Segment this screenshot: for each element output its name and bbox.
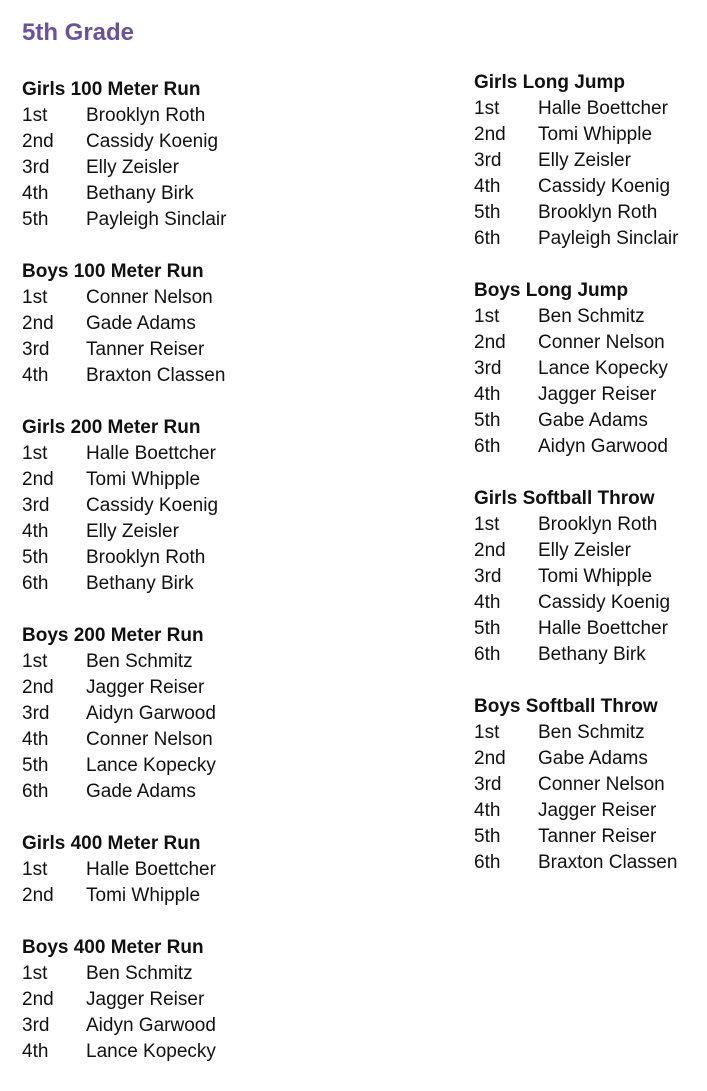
athlete-name: Gabe Adams: [538, 410, 648, 431]
athlete-name: Elly Zeisler: [538, 150, 631, 171]
athlete-name: Brooklyn Roth: [538, 202, 658, 223]
place: 3rd: [474, 150, 502, 171]
result-row: [474, 798, 704, 824]
result-row: [474, 512, 704, 538]
place: 2nd: [22, 989, 54, 1010]
result-row: [474, 382, 704, 408]
athlete-name: Jagger Reiser: [86, 677, 205, 698]
place: 4th: [474, 592, 501, 613]
event-girls-400-meter-run: [22, 831, 322, 909]
athlete-name: Gade Adams: [86, 313, 196, 334]
result-row: [22, 883, 322, 909]
place: 2nd: [22, 469, 54, 490]
place: 6th: [474, 852, 501, 873]
place: 3rd: [474, 358, 502, 379]
result-row: [22, 519, 322, 545]
athlete-name: Bethany Birk: [86, 183, 194, 204]
athlete-name: Gabe Adams: [538, 748, 648, 769]
result-row: [22, 103, 322, 129]
result-row: [22, 493, 322, 519]
result-row: [22, 467, 322, 493]
result-row: [22, 779, 322, 805]
result-row: [22, 129, 322, 155]
athlete-name: Jagger Reiser: [538, 384, 657, 405]
athlete-name: Ben Schmitz: [538, 306, 645, 327]
result-row: [22, 181, 322, 207]
athlete-name: Bethany Birk: [538, 644, 646, 665]
place: 4th: [22, 365, 49, 386]
result-row: [474, 96, 704, 122]
result-row: [22, 987, 322, 1013]
athlete-name: Cassidy Koenig: [538, 592, 671, 613]
athlete-name: Lance Kopecky: [86, 1041, 216, 1062]
athlete-name: Conner Nelson: [86, 729, 213, 750]
athlete-name: Cassidy Koenig: [538, 176, 671, 197]
place: 2nd: [474, 332, 506, 353]
place: 4th: [474, 384, 501, 405]
result-row: [474, 148, 704, 174]
event-title: Girls 200 Meter Run: [22, 417, 201, 438]
place: 2nd: [22, 885, 54, 906]
result-row: [22, 701, 322, 727]
result-row: [22, 337, 322, 363]
place: 1st: [474, 514, 500, 535]
athlete-name: Conner Nelson: [538, 774, 665, 795]
athlete-name: Bethany Birk: [86, 573, 194, 594]
result-row: [22, 961, 322, 987]
place: 1st: [474, 722, 500, 743]
result-row: [474, 122, 704, 148]
athlete-name: Ben Schmitz: [86, 651, 193, 672]
result-row: [22, 545, 322, 571]
result-row: [22, 285, 322, 311]
athlete-name: Aidyn Garwood: [86, 1015, 216, 1036]
athlete-name: Aidyn Garwood: [86, 703, 216, 724]
athlete-name: Conner Nelson: [86, 287, 213, 308]
place: 3rd: [22, 495, 50, 516]
result-row: [474, 304, 704, 330]
athlete-name: Jagger Reiser: [86, 989, 205, 1010]
event-boys-100-meter-run: [22, 259, 322, 389]
result-row: [474, 824, 704, 850]
event-title: Girls Softball Throw: [474, 488, 655, 509]
result-row: [474, 642, 704, 668]
place: 4th: [474, 800, 501, 821]
event-title: Boys Softball Throw: [474, 696, 658, 717]
result-row: [474, 200, 704, 226]
place: 1st: [22, 443, 48, 464]
event-title: Boys 200 Meter Run: [22, 625, 204, 646]
right-column: [474, 70, 704, 902]
place: 3rd: [22, 1015, 50, 1036]
athlete-name: Halle Boettcher: [86, 859, 216, 880]
athlete-name: Tomi Whipple: [86, 469, 201, 490]
place: 2nd: [22, 313, 54, 334]
athlete-name: Lance Kopecky: [86, 755, 216, 776]
result-row: [22, 441, 322, 467]
athlete-name: Halle Boettcher: [538, 618, 668, 639]
event-boys-softball-throw: [474, 694, 704, 876]
athlete-name: Halle Boettcher: [538, 98, 668, 119]
result-row: [474, 720, 704, 746]
athlete-name: Brooklyn Roth: [86, 105, 206, 126]
event-title: Girls 400 Meter Run: [22, 833, 201, 854]
place: 6th: [22, 781, 49, 802]
place: 2nd: [474, 124, 506, 145]
event-title: Girls Long Jump: [474, 72, 625, 93]
place: 2nd: [474, 540, 506, 561]
athlete-name: Elly Zeisler: [538, 540, 631, 561]
place: 3rd: [22, 157, 50, 178]
result-row: [474, 434, 704, 460]
place: 2nd: [22, 131, 54, 152]
result-row: [474, 226, 704, 252]
result-row: [22, 571, 322, 597]
place: 1st: [22, 859, 48, 880]
place: 5th: [22, 755, 49, 776]
result-row: [22, 363, 322, 389]
result-row: [474, 772, 704, 798]
place: 6th: [474, 228, 501, 249]
result-row: [474, 538, 704, 564]
athlete-name: Halle Boettcher: [86, 443, 216, 464]
athlete-name: Cassidy Koenig: [86, 495, 219, 516]
place: 6th: [22, 573, 49, 594]
result-row: [22, 1013, 322, 1039]
place: 5th: [474, 618, 501, 639]
athlete-name: Tomi Whipple: [538, 566, 653, 587]
place: 4th: [474, 176, 501, 197]
result-row: [474, 564, 704, 590]
athlete-name: Gade Adams: [86, 781, 196, 802]
place: 3rd: [22, 339, 50, 360]
event-boys-200-meter-run: [22, 623, 322, 805]
event-girls-long-jump: [474, 70, 704, 252]
result-row: [22, 649, 322, 675]
athlete-name: Tanner Reiser: [538, 826, 657, 847]
result-row: [474, 330, 704, 356]
result-row: [474, 174, 704, 200]
athlete-name: Elly Zeisler: [86, 521, 179, 542]
athlete-name: Braxton Classen: [538, 852, 678, 873]
event-boys-400-meter-run: [22, 935, 322, 1065]
event-girls-200-meter-run: [22, 415, 322, 597]
result-row: [474, 746, 704, 772]
event-title: Boys 100 Meter Run: [22, 261, 204, 282]
place: 5th: [22, 209, 49, 230]
place: 4th: [22, 1041, 49, 1062]
athlete-name: Payleigh Sinclair: [86, 209, 227, 230]
place: 1st: [22, 287, 48, 308]
athlete-name: Tanner Reiser: [86, 339, 205, 360]
place: 1st: [22, 651, 48, 672]
result-row: [474, 356, 704, 382]
place: 1st: [22, 963, 48, 984]
athlete-name: Payleigh Sinclair: [538, 228, 679, 249]
event-title: Boys Long Jump: [474, 280, 629, 301]
athlete-name: Brooklyn Roth: [538, 514, 658, 535]
result-row: [22, 727, 322, 753]
left-column: [22, 77, 322, 1091]
place: 3rd: [474, 566, 502, 587]
page-title: 5th Grade: [22, 19, 135, 46]
place: 5th: [474, 202, 501, 223]
result-row: [22, 675, 322, 701]
place: 4th: [22, 729, 49, 750]
event-girls-100-meter-run: [22, 77, 322, 233]
place: 1st: [22, 105, 48, 126]
result-row: [22, 857, 322, 883]
athlete-name: Elly Zeisler: [86, 157, 179, 178]
athlete-name: Tomi Whipple: [538, 124, 653, 145]
result-row: [474, 590, 704, 616]
place: 4th: [22, 521, 49, 542]
place: 5th: [22, 547, 49, 568]
place: 1st: [474, 98, 500, 119]
place: 1st: [474, 306, 500, 327]
place: 2nd: [474, 748, 506, 769]
athlete-name: Conner Nelson: [538, 332, 665, 353]
place: 5th: [474, 410, 501, 431]
place: 4th: [22, 183, 49, 204]
event-girls-softball-throw: [474, 486, 704, 668]
result-row: [22, 311, 322, 337]
event-boys-long-jump: [474, 278, 704, 460]
event-title: Boys 400 Meter Run: [22, 937, 204, 958]
athlete-name: Braxton Classen: [86, 365, 226, 386]
place: 6th: [474, 644, 501, 665]
place: 2nd: [22, 677, 54, 698]
athlete-name: Ben Schmitz: [86, 963, 193, 984]
place: 3rd: [22, 703, 50, 724]
result-row: [474, 616, 704, 642]
athlete-name: Ben Schmitz: [538, 722, 645, 743]
athlete-name: Tomi Whipple: [86, 885, 201, 906]
athlete-name: Cassidy Koenig: [86, 131, 219, 152]
result-row: [22, 753, 322, 779]
athlete-name: Jagger Reiser: [538, 800, 657, 821]
athlete-name: Aidyn Garwood: [538, 436, 668, 457]
athlete-name: Brooklyn Roth: [86, 547, 206, 568]
place: 6th: [474, 436, 501, 457]
place: 3rd: [474, 774, 502, 795]
place: 5th: [474, 826, 501, 847]
result-row: [474, 850, 704, 876]
athlete-name: Lance Kopecky: [538, 358, 668, 379]
result-row: [22, 155, 322, 181]
result-row: [22, 207, 322, 233]
result-row: [474, 408, 704, 434]
event-title: Girls 100 Meter Run: [22, 79, 201, 100]
result-row: [22, 1039, 322, 1065]
